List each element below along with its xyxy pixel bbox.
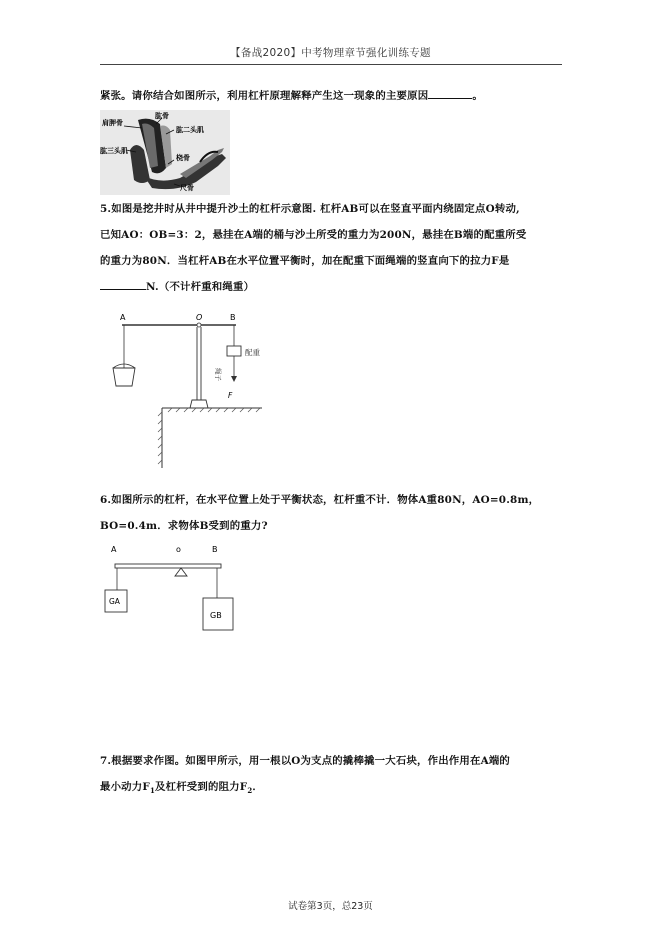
answer-blank-q5[interactable] xyxy=(100,279,146,290)
label-biceps: 肱二头肌 xyxy=(176,126,204,134)
question-7-line-2-b: 及杠杆受到的阻力F xyxy=(155,781,248,793)
fig6-label-A: A xyxy=(111,545,117,554)
fig5-label-B: B xyxy=(230,313,236,322)
header-divider xyxy=(100,64,562,65)
question-7 xyxy=(100,748,562,804)
question-7-sub-2: 2 xyxy=(247,786,253,796)
label-triceps: 肱三头肌 xyxy=(100,147,128,155)
fig5-label-A: A xyxy=(120,313,126,322)
question-5-line-2: 已知AO：OB=3：2，悬挂在A端的桶与沙土所受的重力为200N，悬挂在B端的配重所受 xyxy=(100,229,527,241)
question-7-line-1: 7.根据要求作图。如图甲所示，用一根以O为支点的撬棒撬一大石块，作出作用在A端的 xyxy=(100,755,511,767)
lever-well-figure xyxy=(112,308,272,473)
lever-balance-figure xyxy=(103,542,238,637)
page-header-title: 【备战2020】中考物理章节强化训练专题 xyxy=(230,47,431,59)
question-7-line-2-a: 最小动力F xyxy=(100,781,150,793)
question-6-line-2: BO=0.4m．求物体B受到的重力? xyxy=(100,520,268,532)
fig5-label-F: F xyxy=(228,391,233,400)
question-4-tail xyxy=(100,83,562,109)
question-6 xyxy=(100,487,562,539)
fig6-box-A: GA xyxy=(109,597,120,606)
fig5-label-O: O xyxy=(196,313,203,322)
question-4-end: 。 xyxy=(472,90,483,102)
label-ulna: 尺骨 xyxy=(180,184,194,192)
question-5-line-1: 5.如图是挖井时从井中提升沙土的杠杆示意图. 杠杆AB可以在竖直平面内绕固定点O转动, xyxy=(100,203,520,215)
question-5 xyxy=(100,196,562,300)
fig5-label-rope: 绳子 xyxy=(214,368,222,381)
question-5-line-3: 的重力为80N．当杠杆AB在水平位置平衡时，加在配重下面绳端的竖直向下的拉力F是 xyxy=(100,255,510,267)
question-5-line-4 xyxy=(100,274,562,300)
fig6-box-B: GB xyxy=(210,611,222,620)
arm-muscle-figure xyxy=(100,110,230,195)
question-5-line-4-text: N.（不计杆重和绳重） xyxy=(146,281,255,293)
question-6-line-1: 6.如图所示的杠杆，在水平位置上处于平衡状态，杠杆重不计．物体A重80N，AO=0.8m， xyxy=(100,494,540,506)
page-footer: 试卷第3页，总23页 xyxy=(288,901,373,912)
question-4-text: 紧张。请你结合如图所示，利用杠杆原理解释产生这一现象的主要原因 xyxy=(100,90,429,102)
label-scapula: 肩胛骨 xyxy=(102,119,123,127)
question-7-sub-1: 1 xyxy=(149,786,156,796)
answer-blank-q4[interactable] xyxy=(428,88,472,99)
fig6-label-B: B xyxy=(212,545,218,554)
fig6-label-O: o xyxy=(176,545,181,554)
fig5-label-counterweight: 配重 xyxy=(245,348,260,357)
question-7-line-2-c: ． xyxy=(252,781,264,793)
label-radius: 桡骨 xyxy=(176,154,190,162)
question-7-line-2 xyxy=(100,774,562,804)
label-humerus: 肱骨 xyxy=(155,112,169,120)
